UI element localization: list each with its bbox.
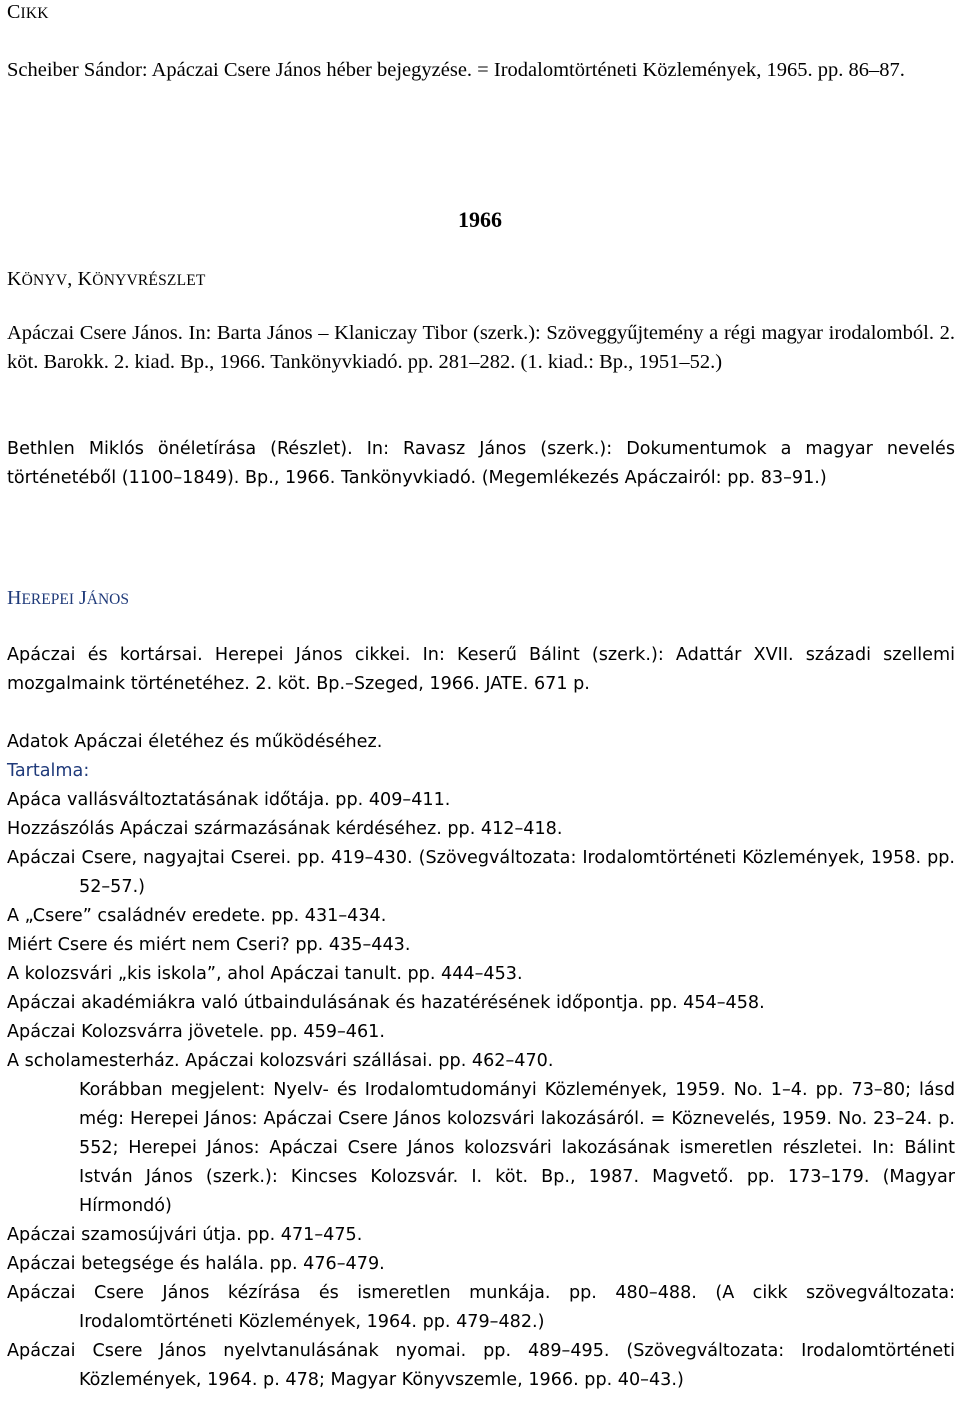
author-h-rest: EREPEI bbox=[21, 591, 74, 608]
contents-item: Apáca vallásváltoztatásának időtája. pp. 409–411. bbox=[7, 790, 451, 810]
heading-rest: IKK bbox=[20, 5, 49, 22]
heading-sep: , bbox=[67, 268, 78, 290]
heading-k1-rest: ÖNYV bbox=[21, 272, 68, 289]
konyv-entry-2: Bethlen Miklós önéletírása (Részlet). In: Ravasz János (szerk.): Dokumentumok a magyar nevelés történetéből (1100–1849). Bp., 1966. Tankönyvkiadó. (Megemlékezés Apáczairól: pp. 83–91.) bbox=[7, 439, 955, 488]
heading-k1: K bbox=[7, 268, 22, 290]
contents-item: Apáczai akadémiákra való útbaindulásának és hazatérésének időpontja. pp. 454–458. bbox=[7, 993, 765, 1013]
author-h: H bbox=[7, 587, 22, 609]
contents-item: Apáczai betegsége és halála. pp. 476–479. bbox=[7, 1254, 385, 1274]
contents-item: Apáczai Csere János nyelvtanulásának nyomai. pp. 489–495. (Szövegváltozata: Irodalomtörténeti Közlemények, 1964. p. 478; Magyar Könyvszemle, 1966. pp. 40–43.) bbox=[7, 1341, 955, 1390]
contents-item: Apáczai Csere János kézírása és ismeretlen munkája. pp. 480–488. (A cikk szövegváltozata: Irodalomtörténeti Közlemények, 1964. pp. 479–482.) bbox=[7, 1283, 955, 1332]
contents-item: Apáczai Csere, nagyajtai Cserei. pp. 419–430. (Szövegváltozata: Irodalomtörténeti Közlemények, 1958. pp. 52–57.) bbox=[7, 848, 955, 897]
herepei-entry: Apáczai és kortársai. Herepei János cikkei. In: Keserű Bálint (szerk.): Adattár XVII. századi szellemi mozgalmaink történetéhez. 2. köt. Bp.–Szeged, 1966. JATE. 671 p. bbox=[7, 645, 955, 694]
contents-item: Hozzászólás Apáczai származásának kérdéséhez. pp. 412–418. bbox=[7, 819, 563, 839]
heading-k2-rest: ÖNYVRÉSZLET bbox=[92, 272, 206, 289]
contents-item: A scholamesterház. Apáczai kolozsvári szállásai. pp. 462–470. bbox=[7, 1051, 554, 1071]
year-heading: 1966 bbox=[458, 207, 502, 232]
note-paragraph: Korábban megjelent: Nyelv- és Irodalomtudományi Közlemények, 1959. No. 1–4. pp. 73–80; lásd még: Herepei János: Apáczai Csere János kolozsvári lakozásáról. = Köznevelés, 1959. No. 23–24. p. 552; Herepei János: Apáczai Csere János kolozsvári lakozásának ismeretlen részletei. In: Bálint István János (szerk.): Kincses Kolozsvár. I. köt. Bp., 1987. Magvető. pp. 173–179. (Magyar Hírmondó) bbox=[79, 1080, 955, 1216]
tartalma-label: Tartalma: bbox=[7, 761, 90, 781]
contents-item: Miért Csere és miért nem Cseri? pp. 435–443. bbox=[7, 935, 411, 955]
section-heading-cikk bbox=[7, 0, 955, 28]
contents-item: A kolozsvári „kis iskola”, ahol Apáczai tanult. pp. 444–453. bbox=[7, 964, 523, 984]
contents-item: Apáczai szamosújvári útja. pp. 471–475. bbox=[7, 1225, 363, 1245]
adatok-block bbox=[7, 728, 955, 1395]
section-heading-konyv bbox=[7, 265, 955, 295]
author-heading bbox=[7, 584, 955, 614]
heading-first-letter: C bbox=[7, 1, 21, 23]
contents-item: Apáczai Kolozsvárra jövetele. pp. 459–461. bbox=[7, 1022, 385, 1042]
heading-k2: K bbox=[77, 268, 93, 290]
adatok-title: Adatok Apáczai életéhez és működéséhez. bbox=[7, 732, 383, 752]
author-j-rest: ÁNOS bbox=[86, 591, 129, 608]
contents-item: A „Csere” családnév eredete. pp. 431–434. bbox=[7, 906, 387, 926]
cikk-entry: Scheiber Sándor: Apáczai Csere János héber bejegyzése. = Irodalomtörténeti Közlemények, 1965. pp. 86–87. bbox=[7, 59, 905, 81]
konyv-entry-1: Apáczai Csere János. In: Barta János – Klaniczay Tibor (szerk.): Szöveggyűjtemény a régi magyar irodalomból. 2. köt. Barokk. 2. kiad. Bp., 1966. Tankönyvkiadó. pp. 281–282. (1. kiad.: Bp., 1951–52.) bbox=[7, 322, 955, 373]
author-j: J bbox=[78, 587, 87, 609]
